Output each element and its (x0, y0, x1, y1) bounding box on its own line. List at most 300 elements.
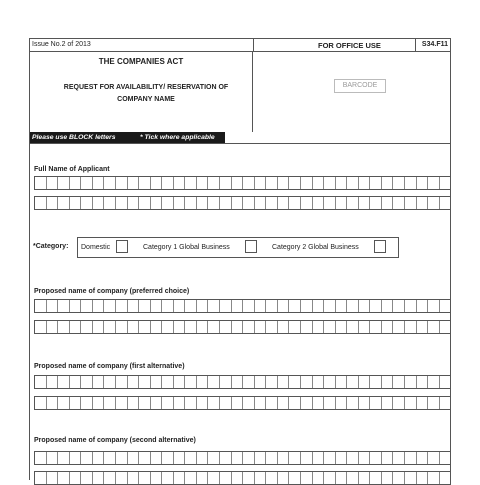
char-box[interactable] (428, 397, 440, 409)
category-1-checkbox[interactable] (245, 240, 257, 253)
char-box[interactable] (104, 177, 116, 189)
char-box[interactable] (174, 376, 186, 388)
char-box[interactable] (347, 397, 359, 409)
char-box[interactable] (255, 197, 267, 209)
char-box[interactable] (266, 177, 278, 189)
char-box[interactable] (393, 197, 405, 209)
char-box[interactable] (382, 376, 394, 388)
char-box[interactable] (324, 321, 336, 333)
char-box[interactable] (58, 376, 70, 388)
char-box[interactable] (35, 321, 47, 333)
char-box[interactable] (428, 300, 440, 312)
char-box[interactable] (289, 452, 301, 464)
char-box[interactable] (301, 397, 313, 409)
char-box[interactable] (417, 472, 429, 484)
char-box[interactable] (174, 321, 186, 333)
char-box[interactable] (289, 321, 301, 333)
char-box[interactable] (151, 177, 163, 189)
header-divider (415, 39, 416, 52)
char-box[interactable] (370, 397, 382, 409)
char-box[interactable] (255, 321, 267, 333)
char-box[interactable] (417, 177, 429, 189)
char-box[interactable] (197, 300, 209, 312)
char-box[interactable] (220, 376, 232, 388)
char-box[interactable] (301, 472, 313, 484)
char-box[interactable] (278, 397, 290, 409)
char-box[interactable] (278, 376, 290, 388)
char-box[interactable] (324, 300, 336, 312)
char-box[interactable] (104, 397, 116, 409)
char-box[interactable] (266, 452, 278, 464)
char-box[interactable] (313, 321, 325, 333)
char-box[interactable] (382, 397, 394, 409)
char-box[interactable] (440, 177, 451, 189)
char-box[interactable] (324, 376, 336, 388)
char-box[interactable] (278, 321, 290, 333)
char-box[interactable] (266, 472, 278, 484)
char-box[interactable] (47, 452, 59, 464)
char-box[interactable] (393, 321, 405, 333)
char-box[interactable] (278, 452, 290, 464)
char-box[interactable] (382, 300, 394, 312)
char-box[interactable] (220, 397, 232, 409)
char-box[interactable] (266, 300, 278, 312)
char-box[interactable] (405, 397, 417, 409)
char-box[interactable] (139, 321, 151, 333)
char-box[interactable] (128, 452, 140, 464)
char-box[interactable] (58, 472, 70, 484)
char-box[interactable] (139, 452, 151, 464)
char-box[interactable] (93, 472, 105, 484)
char-box[interactable] (289, 177, 301, 189)
char-box[interactable] (440, 397, 451, 409)
char-box[interactable] (116, 472, 128, 484)
char-box[interactable] (324, 452, 336, 464)
char-box[interactable] (336, 452, 348, 464)
char-box[interactable] (35, 452, 47, 464)
char-box[interactable] (243, 472, 255, 484)
char-box[interactable] (174, 452, 186, 464)
char-box[interactable] (359, 197, 371, 209)
char-box[interactable] (405, 376, 417, 388)
char-box[interactable] (243, 376, 255, 388)
char-box[interactable] (208, 177, 220, 189)
char-box[interactable] (232, 452, 244, 464)
char-box[interactable] (347, 452, 359, 464)
char-box[interactable] (208, 397, 220, 409)
char-box[interactable] (58, 177, 70, 189)
char-box[interactable] (81, 321, 93, 333)
char-box[interactable] (359, 376, 371, 388)
char-box[interactable] (185, 300, 197, 312)
char-box[interactable] (162, 300, 174, 312)
char-box[interactable] (197, 321, 209, 333)
char-box[interactable] (440, 300, 451, 312)
char-box[interactable] (139, 300, 151, 312)
char-box[interactable] (243, 397, 255, 409)
char-box[interactable] (47, 177, 59, 189)
preferred-name-row-2[interactable] (34, 320, 451, 334)
char-box[interactable] (162, 397, 174, 409)
char-box[interactable] (278, 177, 290, 189)
char-box[interactable] (359, 177, 371, 189)
char-box[interactable] (208, 376, 220, 388)
char-box[interactable] (185, 177, 197, 189)
char-box[interactable] (47, 376, 59, 388)
char-box[interactable] (370, 177, 382, 189)
char-box[interactable] (151, 397, 163, 409)
char-box[interactable] (35, 300, 47, 312)
char-box[interactable] (58, 321, 70, 333)
char-box[interactable] (116, 452, 128, 464)
char-box[interactable] (440, 197, 451, 209)
char-box[interactable] (93, 321, 105, 333)
char-box[interactable] (162, 452, 174, 464)
char-box[interactable] (220, 321, 232, 333)
char-box[interactable] (243, 452, 255, 464)
char-box[interactable] (208, 300, 220, 312)
char-box[interactable] (151, 300, 163, 312)
char-box[interactable] (104, 300, 116, 312)
char-box[interactable] (336, 197, 348, 209)
char-box[interactable] (139, 397, 151, 409)
char-box[interactable] (220, 177, 232, 189)
char-box[interactable] (162, 197, 174, 209)
char-box[interactable] (185, 321, 197, 333)
char-box[interactable] (301, 376, 313, 388)
char-box[interactable] (255, 397, 267, 409)
char-box[interactable] (313, 397, 325, 409)
char-box[interactable] (313, 300, 325, 312)
char-box[interactable] (266, 197, 278, 209)
char-box[interactable] (208, 197, 220, 209)
char-box[interactable] (428, 452, 440, 464)
char-box[interactable] (197, 397, 209, 409)
char-box[interactable] (359, 321, 371, 333)
char-box[interactable] (47, 197, 59, 209)
char-box[interactable] (81, 300, 93, 312)
char-box[interactable] (47, 321, 59, 333)
char-box[interactable] (35, 376, 47, 388)
char-box[interactable] (393, 452, 405, 464)
char-box[interactable] (232, 300, 244, 312)
char-box[interactable] (324, 197, 336, 209)
char-box[interactable] (347, 376, 359, 388)
char-box[interactable] (382, 472, 394, 484)
char-box[interactable] (243, 177, 255, 189)
first-alt-row-1[interactable] (34, 375, 451, 389)
char-box[interactable] (151, 472, 163, 484)
char-box[interactable] (405, 300, 417, 312)
char-box[interactable] (266, 321, 278, 333)
char-box[interactable] (47, 397, 59, 409)
char-box[interactable] (35, 197, 47, 209)
char-box[interactable] (243, 321, 255, 333)
char-box[interactable] (116, 321, 128, 333)
char-box[interactable] (313, 177, 325, 189)
char-box[interactable] (347, 472, 359, 484)
char-box[interactable] (185, 472, 197, 484)
char-box[interactable] (197, 376, 209, 388)
char-box[interactable] (232, 197, 244, 209)
char-box[interactable] (440, 321, 451, 333)
char-box[interactable] (232, 472, 244, 484)
char-box[interactable] (128, 177, 140, 189)
char-box[interactable] (35, 177, 47, 189)
applicant-name-row-1[interactable] (34, 176, 451, 190)
char-box[interactable] (301, 452, 313, 464)
char-box[interactable] (324, 397, 336, 409)
char-box[interactable] (313, 452, 325, 464)
char-box[interactable] (289, 376, 301, 388)
char-box[interactable] (336, 300, 348, 312)
char-box[interactable] (440, 472, 451, 484)
char-box[interactable] (417, 197, 429, 209)
char-box[interactable] (347, 300, 359, 312)
char-box[interactable] (81, 177, 93, 189)
char-box[interactable] (428, 177, 440, 189)
char-box[interactable] (81, 197, 93, 209)
char-box[interactable] (289, 472, 301, 484)
char-box[interactable] (116, 376, 128, 388)
char-box[interactable] (289, 300, 301, 312)
char-box[interactable] (220, 452, 232, 464)
char-box[interactable] (405, 197, 417, 209)
char-box[interactable] (313, 197, 325, 209)
char-box[interactable] (35, 472, 47, 484)
char-box[interactable] (232, 177, 244, 189)
char-box[interactable] (116, 177, 128, 189)
char-box[interactable] (301, 177, 313, 189)
char-box[interactable] (70, 397, 82, 409)
char-box[interactable] (104, 197, 116, 209)
char-box[interactable] (139, 376, 151, 388)
char-box[interactable] (116, 300, 128, 312)
char-box[interactable] (128, 197, 140, 209)
char-box[interactable] (417, 397, 429, 409)
char-box[interactable] (93, 397, 105, 409)
char-box[interactable] (128, 376, 140, 388)
char-box[interactable] (417, 300, 429, 312)
char-box[interactable] (93, 376, 105, 388)
char-box[interactable] (232, 321, 244, 333)
char-box[interactable] (208, 321, 220, 333)
char-box[interactable] (58, 397, 70, 409)
char-box[interactable] (128, 472, 140, 484)
char-box[interactable] (417, 321, 429, 333)
char-box[interactable] (370, 197, 382, 209)
char-box[interactable] (428, 376, 440, 388)
char-box[interactable] (278, 197, 290, 209)
char-box[interactable] (370, 321, 382, 333)
char-box[interactable] (81, 397, 93, 409)
char-box[interactable] (174, 397, 186, 409)
char-box[interactable] (289, 197, 301, 209)
char-box[interactable] (336, 376, 348, 388)
char-box[interactable] (58, 452, 70, 464)
char-box[interactable] (197, 452, 209, 464)
char-box[interactable] (255, 300, 267, 312)
char-box[interactable] (35, 397, 47, 409)
second-alt-row-2[interactable] (34, 471, 451, 485)
char-box[interactable] (382, 197, 394, 209)
char-box[interactable] (393, 376, 405, 388)
char-box[interactable] (104, 472, 116, 484)
char-box[interactable] (324, 472, 336, 484)
char-box[interactable] (116, 397, 128, 409)
char-box[interactable] (417, 452, 429, 464)
char-box[interactable] (417, 376, 429, 388)
char-box[interactable] (70, 452, 82, 464)
char-box[interactable] (382, 177, 394, 189)
char-box[interactable] (93, 452, 105, 464)
char-box[interactable] (370, 452, 382, 464)
char-box[interactable] (301, 300, 313, 312)
char-box[interactable] (266, 376, 278, 388)
char-box[interactable] (359, 452, 371, 464)
char-box[interactable] (70, 472, 82, 484)
char-box[interactable] (405, 472, 417, 484)
char-box[interactable] (185, 397, 197, 409)
char-box[interactable] (70, 321, 82, 333)
char-box[interactable] (382, 321, 394, 333)
char-box[interactable] (440, 452, 451, 464)
char-box[interactable] (428, 197, 440, 209)
char-box[interactable] (220, 472, 232, 484)
char-box[interactable] (81, 452, 93, 464)
char-box[interactable] (220, 300, 232, 312)
char-box[interactable] (139, 472, 151, 484)
char-box[interactable] (174, 300, 186, 312)
char-box[interactable] (359, 300, 371, 312)
char-box[interactable] (289, 397, 301, 409)
char-box[interactable] (104, 376, 116, 388)
first-alt-row-2[interactable] (34, 396, 451, 410)
char-box[interactable] (336, 177, 348, 189)
char-box[interactable] (232, 397, 244, 409)
char-box[interactable] (405, 177, 417, 189)
char-box[interactable] (151, 452, 163, 464)
char-box[interactable] (405, 321, 417, 333)
char-box[interactable] (70, 376, 82, 388)
char-box[interactable] (393, 177, 405, 189)
char-box[interactable] (151, 321, 163, 333)
char-box[interactable] (185, 452, 197, 464)
char-box[interactable] (393, 397, 405, 409)
second-alt-row-1[interactable] (34, 451, 451, 465)
char-box[interactable] (185, 197, 197, 209)
char-box[interactable] (301, 197, 313, 209)
char-box[interactable] (313, 376, 325, 388)
preferred-name-row-1[interactable] (34, 299, 451, 313)
char-box[interactable] (70, 177, 82, 189)
char-box[interactable] (440, 376, 451, 388)
char-box[interactable] (393, 300, 405, 312)
char-box[interactable] (336, 397, 348, 409)
char-box[interactable] (197, 177, 209, 189)
char-box[interactable] (162, 177, 174, 189)
char-box[interactable] (197, 472, 209, 484)
char-box[interactable] (336, 472, 348, 484)
char-box[interactable] (255, 376, 267, 388)
char-box[interactable] (359, 472, 371, 484)
char-box[interactable] (93, 177, 105, 189)
char-box[interactable] (174, 177, 186, 189)
char-box[interactable] (370, 300, 382, 312)
char-box[interactable] (243, 197, 255, 209)
char-box[interactable] (174, 197, 186, 209)
applicant-name-row-2[interactable] (34, 196, 451, 210)
char-box[interactable] (47, 472, 59, 484)
char-box[interactable] (255, 452, 267, 464)
char-box[interactable] (93, 300, 105, 312)
char-box[interactable] (266, 397, 278, 409)
char-box[interactable] (116, 197, 128, 209)
char-box[interactable] (151, 376, 163, 388)
char-box[interactable] (162, 321, 174, 333)
char-box[interactable] (428, 321, 440, 333)
char-box[interactable] (232, 376, 244, 388)
char-box[interactable] (255, 472, 267, 484)
char-box[interactable] (174, 472, 186, 484)
char-box[interactable] (313, 472, 325, 484)
char-box[interactable] (128, 300, 140, 312)
category-2-checkbox[interactable] (374, 240, 386, 253)
char-box[interactable] (359, 397, 371, 409)
char-box[interactable] (81, 376, 93, 388)
char-box[interactable] (208, 452, 220, 464)
char-box[interactable] (347, 177, 359, 189)
char-box[interactable] (336, 321, 348, 333)
char-box[interactable] (70, 300, 82, 312)
char-box[interactable] (185, 376, 197, 388)
char-box[interactable] (197, 197, 209, 209)
char-box[interactable] (347, 197, 359, 209)
char-box[interactable] (405, 452, 417, 464)
char-box[interactable] (162, 472, 174, 484)
char-box[interactable] (139, 197, 151, 209)
char-box[interactable] (162, 376, 174, 388)
char-box[interactable] (208, 472, 220, 484)
char-box[interactable] (139, 177, 151, 189)
char-box[interactable] (47, 300, 59, 312)
char-box[interactable] (255, 177, 267, 189)
char-box[interactable] (128, 397, 140, 409)
char-box[interactable] (370, 472, 382, 484)
char-box[interactable] (370, 376, 382, 388)
char-box[interactable] (151, 197, 163, 209)
char-box[interactable] (278, 300, 290, 312)
domestic-checkbox[interactable] (116, 240, 128, 253)
char-box[interactable] (324, 177, 336, 189)
char-box[interactable] (347, 321, 359, 333)
char-box[interactable] (58, 197, 70, 209)
char-box[interactable] (301, 321, 313, 333)
char-box[interactable] (278, 472, 290, 484)
char-box[interactable] (70, 197, 82, 209)
char-box[interactable] (382, 452, 394, 464)
char-box[interactable] (128, 321, 140, 333)
char-box[interactable] (220, 197, 232, 209)
char-box[interactable] (243, 300, 255, 312)
char-box[interactable] (428, 472, 440, 484)
char-box[interactable] (93, 197, 105, 209)
char-box[interactable] (81, 472, 93, 484)
char-box[interactable] (58, 300, 70, 312)
char-box[interactable] (104, 452, 116, 464)
char-box[interactable] (104, 321, 116, 333)
char-box[interactable] (393, 472, 405, 484)
